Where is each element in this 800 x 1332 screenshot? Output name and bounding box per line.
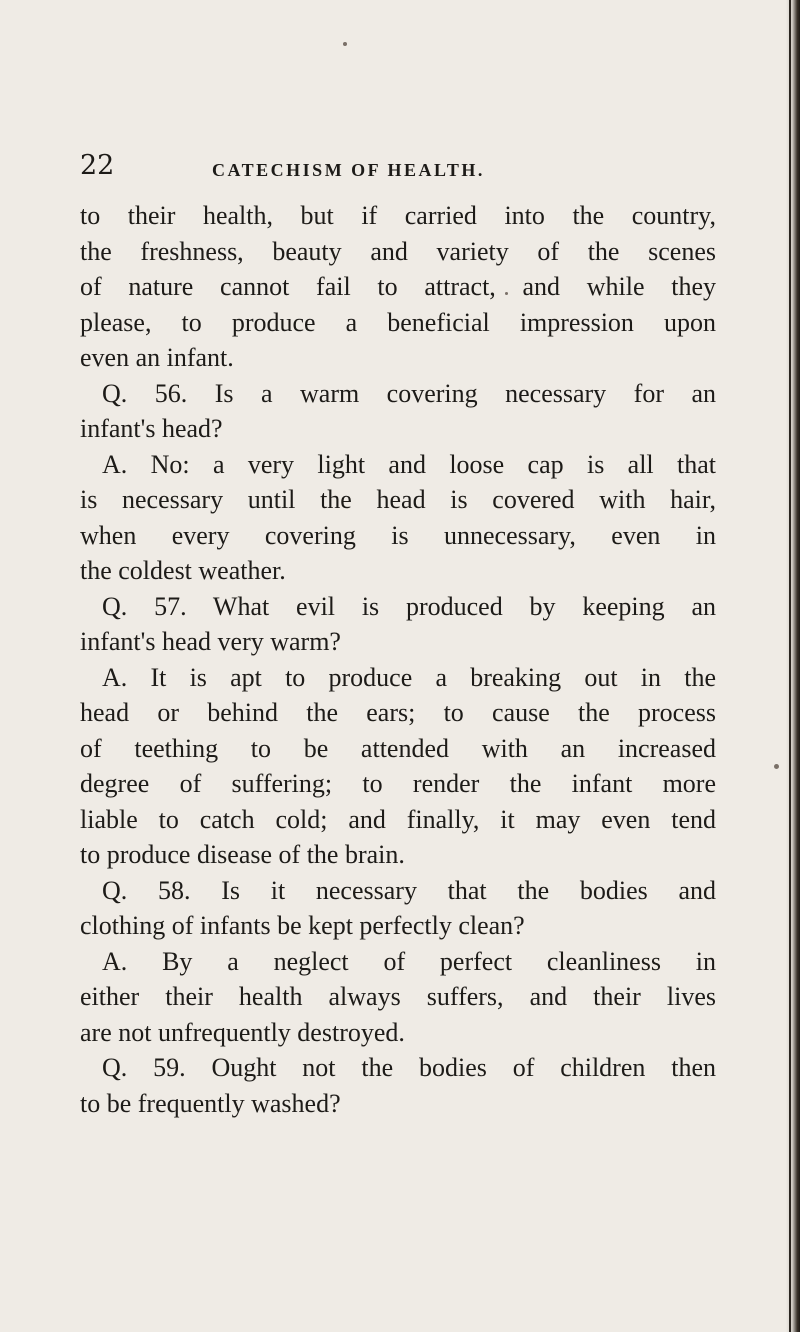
running-head: CATECHISM OF HEALTH. <box>212 160 485 180</box>
text-line: clothing of infants be kept perfectly clean? <box>80 911 525 940</box>
text-line: the coldest weather. <box>80 556 286 585</box>
text-line: to produce disease of the brain. <box>80 840 405 869</box>
body-text <box>80 198 716 1121</box>
text-line: degree of suffering; to render the infant more <box>80 769 716 798</box>
page-number: 22 <box>80 150 115 181</box>
text-line: head or behind the ears; to cause the process <box>80 698 716 727</box>
text-line: to their health, but if carried into the country, <box>80 201 716 230</box>
text-line: of teething to be attended with an increased <box>80 733 716 763</box>
text-line: Q. 59. Ought not the bodies of children then <box>102 1053 716 1082</box>
text-line: is necessary until the head is covered with hair, <box>80 485 716 514</box>
text-line: A. It is apt to produce a breaking out in the <box>102 662 716 692</box>
text-line: are not unfrequently destroyed. <box>80 1017 405 1047</box>
text-line: liable to catch cold; and finally, it may even tend <box>80 804 716 834</box>
text-line: the freshness, beauty and variety of the scenes <box>80 236 716 266</box>
text-line: infant's head? <box>80 414 223 443</box>
page-edge-line <box>789 0 791 1332</box>
text-line: please, to produce a beneficial impression upon <box>80 307 716 337</box>
text-line: Q. 57. What evil is produced by keeping an <box>102 591 716 621</box>
page-header <box>80 150 720 190</box>
text-line: A. No: a very light and loose cap is all that <box>102 449 716 479</box>
text-line: of nature cannot fail to attract, and while they <box>80 272 716 301</box>
text-line: when every covering is unnecessary, even in <box>80 520 716 550</box>
text-line: even an infant. <box>80 343 234 372</box>
text-line: infant's head very warm? <box>80 627 341 656</box>
text-line: either their health always suffers, and their lives <box>80 982 716 1011</box>
text-line: Q. 56. Is a warm covering necessary for an <box>102 378 716 408</box>
paper-speck <box>343 42 347 46</box>
text-line: to be frequently washed? <box>80 1088 341 1118</box>
text-line: Q. 58. Is it necessary that the bodies and <box>102 875 716 905</box>
text-line: A. By a neglect of perfect cleanliness in <box>102 946 716 976</box>
paper-speck <box>774 764 779 769</box>
